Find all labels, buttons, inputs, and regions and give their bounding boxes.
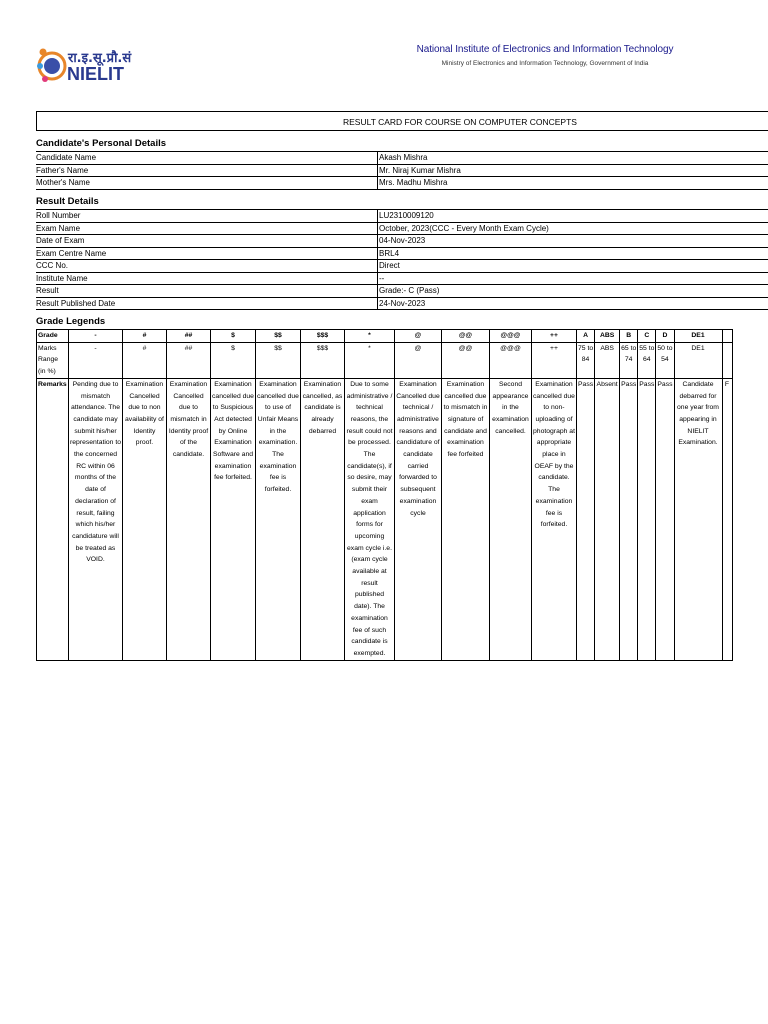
grade-cell: @@: [442, 330, 490, 343]
logo-emblem-icon: [36, 38, 146, 86]
result-card-title: RESULT CARD FOR COURSE ON COMPUTER CONCEPTS: [343, 117, 577, 127]
table-row: [36, 297, 768, 310]
field-value: BRL4: [378, 247, 768, 260]
nielit-logo: [36, 38, 146, 86]
logo-text: NIELIT: [67, 64, 124, 84]
field-label: Institute Name: [36, 272, 378, 285]
marks-cell: #: [123, 342, 167, 378]
remarks-cell: Due to some administrative / technical reasons, the result could not be processed. The candidate(s), if so desire, may submit their exam application forms for upcoming exam cycle i.e. (exam cycle available at result published date). The examination fee of such candidate is exempted.: [345, 378, 395, 660]
field-value: Akash Mishra: [378, 152, 768, 165]
row-label-marks: Marks Range (in %): [37, 342, 69, 378]
field-label: Result Published Date: [36, 297, 378, 310]
marks-cell: @@@: [490, 342, 532, 378]
marks-cell: @@: [442, 342, 490, 378]
table-row: [36, 247, 768, 260]
field-label: Mother's Name: [36, 177, 378, 190]
field-value: Grade:- C (Pass): [378, 285, 768, 298]
result-details-heading: Result Details: [36, 196, 99, 207]
remarks-cell: Examination Cancelled due to non availability of Identity proof.: [123, 378, 167, 660]
remarks-cell: Examination cancelled due to non-uploading of photograph at appropriate place in OEAF by the candidate. The examination fee is forfeited.: [532, 378, 577, 660]
field-value: 24-Nov-2023: [378, 297, 768, 310]
remarks-row: [37, 378, 733, 660]
table-row: [36, 285, 768, 298]
marks-cell: $: [211, 342, 256, 378]
field-value: October, 2023(CCC - Every Month Exam Cycle): [378, 222, 768, 235]
org-name: National Institute of Electronics and Information Technology: [416, 44, 674, 55]
marks-cell: 50 to 54: [656, 342, 674, 378]
grade-cell: A: [577, 330, 595, 343]
grade-cell: DE1: [674, 330, 722, 343]
remarks-cell: Pass: [656, 378, 674, 660]
grade-cell: C: [638, 330, 656, 343]
field-value: Mrs. Madhu Mishra: [378, 177, 768, 190]
field-label: Result: [36, 285, 378, 298]
table-row: [36, 210, 768, 223]
marks-cell: 55 to 64: [638, 342, 656, 378]
marks-cell: @: [395, 342, 442, 378]
marks-cell: 75 to 84: [577, 342, 595, 378]
table-row: [36, 152, 768, 165]
grade-cell: $: [211, 330, 256, 343]
remarks-cell: Second appearance in the examination cancelled.: [490, 378, 532, 660]
grade-cell: [722, 330, 732, 343]
marks-cell: $$$: [301, 342, 345, 378]
marks-cell: *: [345, 342, 395, 378]
grade-cell: $$$: [301, 330, 345, 343]
marks-cell: DE1: [674, 342, 722, 378]
marks-cell: ABS: [595, 342, 620, 378]
personal-details-heading: Candidate's Personal Details: [36, 138, 167, 149]
grade-cell: ++: [532, 330, 577, 343]
remarks-cell: Examination cancelled due to mismatch in signature of candidate and examination fee forfeited: [442, 378, 490, 660]
grade-cell: ##: [167, 330, 211, 343]
field-label: Exam Name: [36, 222, 378, 235]
field-label: CCC No.: [36, 260, 378, 273]
marks-cell: [722, 342, 732, 378]
grade-cell: -: [69, 330, 123, 343]
remarks-cell: Examination cancelled, as candidate is already debarred: [301, 378, 345, 660]
row-label-grade: Grade: [37, 330, 69, 343]
marks-cell: -: [69, 342, 123, 378]
marks-cell: ++: [532, 342, 577, 378]
field-label: Father's Name: [36, 164, 378, 177]
personal-details-table: [36, 151, 768, 190]
table-row: [36, 272, 768, 285]
field-value: Mr. Niraj Kumar Mishra: [378, 164, 768, 177]
marks-row: [37, 342, 733, 378]
org-ministry: Ministry of Electronics and Information Technology, Government of India: [441, 60, 649, 67]
grade-cell: @@@: [490, 330, 532, 343]
table-row: [36, 222, 768, 235]
field-value: Direct: [378, 260, 768, 273]
field-label: Date of Exam: [36, 235, 378, 248]
remarks-cell: F: [722, 378, 732, 660]
grade-cell: B: [620, 330, 638, 343]
remarks-cell: Absent: [595, 378, 620, 660]
field-value: --: [378, 272, 768, 285]
remarks-cell: Pending due to mismatch attendance. The candidate may submit his/her representation to the concerned RC within 06 months of the date of declaration of result, failing which his/her candidature will be treated as VOID.: [69, 378, 123, 660]
remarks-cell: Examination cancelled due to use of Unfair Means in the examination. The examination fee is forfeited.: [256, 378, 301, 660]
field-label: Exam Centre Name: [36, 247, 378, 260]
table-row: [36, 260, 768, 273]
marks-cell: ##: [167, 342, 211, 378]
grade-row: [37, 330, 733, 343]
field-label: Roll Number: [36, 210, 378, 223]
result-details-table: [36, 209, 768, 310]
field-value: 04-Nov-2023: [378, 235, 768, 248]
field-label: Candidate Name: [36, 152, 378, 165]
marks-cell: 65 to 74: [620, 342, 638, 378]
table-row: [36, 235, 768, 248]
grade-cell: *: [345, 330, 395, 343]
table-row: [36, 177, 768, 190]
result-card-title-box: [36, 111, 768, 131]
table-row: [36, 164, 768, 177]
grade-cell: $$: [256, 330, 301, 343]
remarks-cell: Pass: [638, 378, 656, 660]
grade-cell: #: [123, 330, 167, 343]
remarks-cell: Candidate debarred for one year from appearing in NIELIT Examination.: [674, 378, 722, 660]
remarks-cell: Pass: [620, 378, 638, 660]
grade-legends-table: [36, 329, 733, 661]
marks-cell: $$: [256, 342, 301, 378]
grade-cell: ABS: [595, 330, 620, 343]
grade-cell: @: [395, 330, 442, 343]
remarks-cell: Pass: [577, 378, 595, 660]
remarks-cell: Examination Cancelled due technical / administrative reasons and candidature of candidate carried forwarded to subsequent examination cycle: [395, 378, 442, 660]
field-value: LU2310009120: [378, 210, 768, 223]
remarks-cell: Examination Cancelled due to mismatch in Identity proof of the candidate.: [167, 378, 211, 660]
grade-cell: D: [656, 330, 674, 343]
org-header: [360, 44, 730, 67]
grade-legends-heading: Grade Legends: [36, 316, 106, 327]
row-label-remarks: Remarks: [37, 378, 69, 660]
logo-hindi-text: रा.इ.सू.प्रौ.सं: [68, 51, 132, 66]
remarks-cell: Examination cancelled due to Suspicious Act detected by Online Examination Software and examination fee forfeited.: [211, 378, 256, 660]
